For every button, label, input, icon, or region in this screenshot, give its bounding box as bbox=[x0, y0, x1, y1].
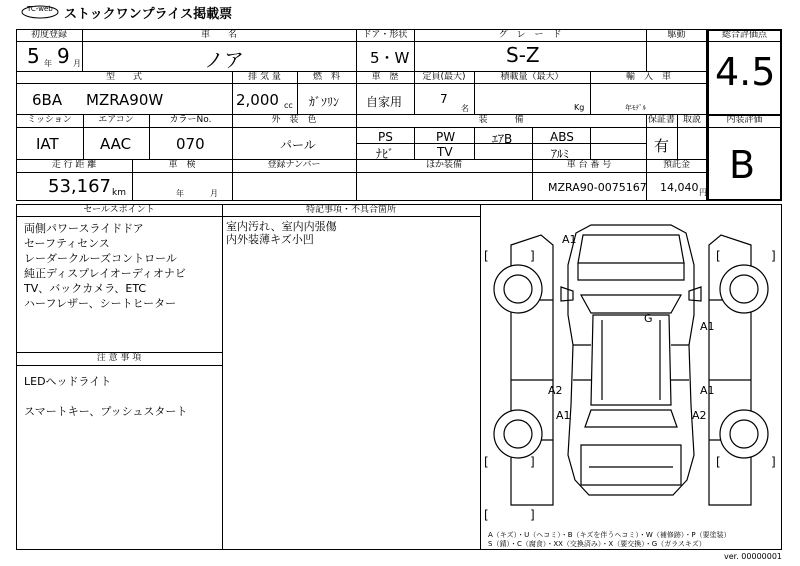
plate-label: 登録ナンバー bbox=[267, 160, 321, 170]
list-item: レーダークルーズコントロール bbox=[24, 252, 177, 265]
capacity-label: 定員(最大) bbox=[422, 72, 466, 82]
damage-mark-right-front: A1 bbox=[700, 320, 715, 333]
price-label: 預託金 bbox=[662, 160, 690, 170]
chassis-label: 車 台 番 号 bbox=[566, 160, 612, 170]
caution-list bbox=[24, 374, 187, 419]
aircon-label: エアコン bbox=[98, 115, 134, 125]
damage-mark-right-mid: A1 bbox=[700, 384, 715, 397]
color-no-value: 070 bbox=[176, 135, 205, 153]
equip-ps: PS bbox=[378, 130, 393, 144]
notes-list bbox=[226, 220, 337, 246]
list-item: TV、バックカメラ、ETC bbox=[24, 282, 147, 295]
warranty-value: 有 bbox=[654, 137, 670, 155]
interior-grade-label: 内装評価 bbox=[726, 115, 763, 125]
first-reg-label: 初度登録 bbox=[30, 30, 67, 40]
first-reg-month: 9 bbox=[57, 44, 70, 68]
model-prefix: 6BA bbox=[32, 91, 63, 109]
color-no-label: カラーNo. bbox=[169, 115, 212, 125]
damage-legend-line2: S（錆）・C（腐食）・XX（交換済み）・X（要交換）・G（ガラスキズ） bbox=[488, 540, 706, 548]
doors-label: ドア・形状 bbox=[362, 30, 408, 40]
sales-points-list bbox=[24, 221, 186, 311]
ext-color-label: 外 装 色 bbox=[271, 115, 317, 125]
equip-abs: ABS bbox=[550, 130, 574, 144]
model-value: MZRA90W bbox=[86, 91, 164, 109]
grade-label: グ レ ー ド bbox=[498, 30, 562, 40]
fuel-label: 燃 料 bbox=[312, 72, 340, 82]
overall-grade: 4.5 bbox=[715, 50, 776, 94]
load-label: 積載量（最大） bbox=[500, 72, 564, 82]
drive-label: 駆動 bbox=[667, 30, 686, 40]
tc-web-logo: TC-web bbox=[21, 4, 59, 18]
ext-color-value: パール bbox=[280, 138, 316, 152]
equip-tv: TV bbox=[437, 145, 453, 159]
notes-title: 特記事項・不具合箇所 bbox=[305, 205, 396, 215]
interior-grade: B bbox=[729, 143, 756, 187]
equip-pw: PW bbox=[436, 130, 456, 144]
list-item: 両側パワースライドドア bbox=[24, 222, 144, 235]
inspection-label: 車 検 bbox=[168, 160, 196, 170]
model-label: 型 式 bbox=[105, 72, 142, 82]
list-item: 内外装薄キズ小凹 bbox=[226, 233, 314, 246]
equip-airbag: ｴｱB bbox=[492, 132, 513, 146]
mission-label: ミッション bbox=[27, 115, 72, 125]
list-item: 室内汚れ、室内内張傷 bbox=[226, 220, 337, 233]
damage-mark-front: A1 bbox=[562, 233, 577, 246]
capacity-value: 7 bbox=[440, 92, 448, 106]
car-name: ノア bbox=[204, 48, 244, 72]
list-item: セーフティセンス bbox=[24, 237, 110, 250]
version-label: ver. 00000001 bbox=[724, 552, 783, 561]
first-reg-year: 5 bbox=[27, 44, 40, 68]
damage-mark-right-rear: A2 bbox=[692, 409, 707, 422]
caution-title: 注 意 事 項 bbox=[96, 353, 142, 363]
damage-mark-left-rear: A1 bbox=[556, 409, 571, 422]
aircon-value: AAC bbox=[100, 135, 132, 153]
list-item: スマートキー、プッシュスタート bbox=[24, 405, 188, 418]
displacement-value: 2,000 bbox=[236, 91, 279, 109]
history-label: 車 歴 bbox=[371, 72, 399, 82]
deposit-value: 14,040 bbox=[660, 181, 699, 194]
chassis-number: MZRA90-0075167 bbox=[548, 181, 647, 194]
list-item: ハーフレザー、シートヒーター bbox=[24, 297, 177, 310]
import-label: 輸 入 車 bbox=[625, 72, 671, 82]
car-name-label: 車 名 bbox=[200, 30, 237, 40]
other-equipment-label: ほか装備 bbox=[425, 160, 462, 170]
equip-navi: ﾅﾋﾞ bbox=[376, 147, 395, 161]
mission-value: IAT bbox=[36, 135, 59, 153]
sales-points-title: セールスポイント bbox=[83, 205, 155, 215]
grade-value: S-Z bbox=[506, 43, 540, 67]
car-damage-diagram bbox=[481, 205, 781, 525]
warranty-label: 保証書 bbox=[647, 115, 675, 125]
mileage-label: 走 行 距 離 bbox=[51, 160, 97, 170]
damage-legend-line1: A（キズ）・U（ヘコミ）・B（キズを伴うヘコミ）・W（補修跡）・P（要塗装） bbox=[488, 531, 731, 539]
list-item: LEDヘッドライト bbox=[24, 375, 112, 388]
displacement-label: 排 気 量 bbox=[248, 72, 281, 82]
doors-value: 5・W bbox=[370, 49, 410, 67]
page-title: ストックワンプライス掲載票 bbox=[64, 7, 233, 22]
equip-alloy: ｱﾙﾐ bbox=[551, 147, 570, 161]
list-item: 純正ディスプレイオーディオナビ bbox=[24, 267, 186, 280]
overall-grade-label: 総合評価点 bbox=[721, 30, 767, 40]
history-value: 自家用 bbox=[366, 95, 403, 109]
mileage-value: 53,167 bbox=[48, 176, 111, 197]
equipment-label: 装 備 bbox=[478, 115, 524, 125]
damage-mark-left-mid: A2 bbox=[548, 384, 563, 397]
list-item bbox=[24, 389, 187, 404]
manual-label: 取説 bbox=[682, 115, 701, 125]
damage-mark-roof: G bbox=[644, 312, 653, 325]
fuel-value: ｶﾞｿﾘﾝ bbox=[309, 95, 340, 109]
